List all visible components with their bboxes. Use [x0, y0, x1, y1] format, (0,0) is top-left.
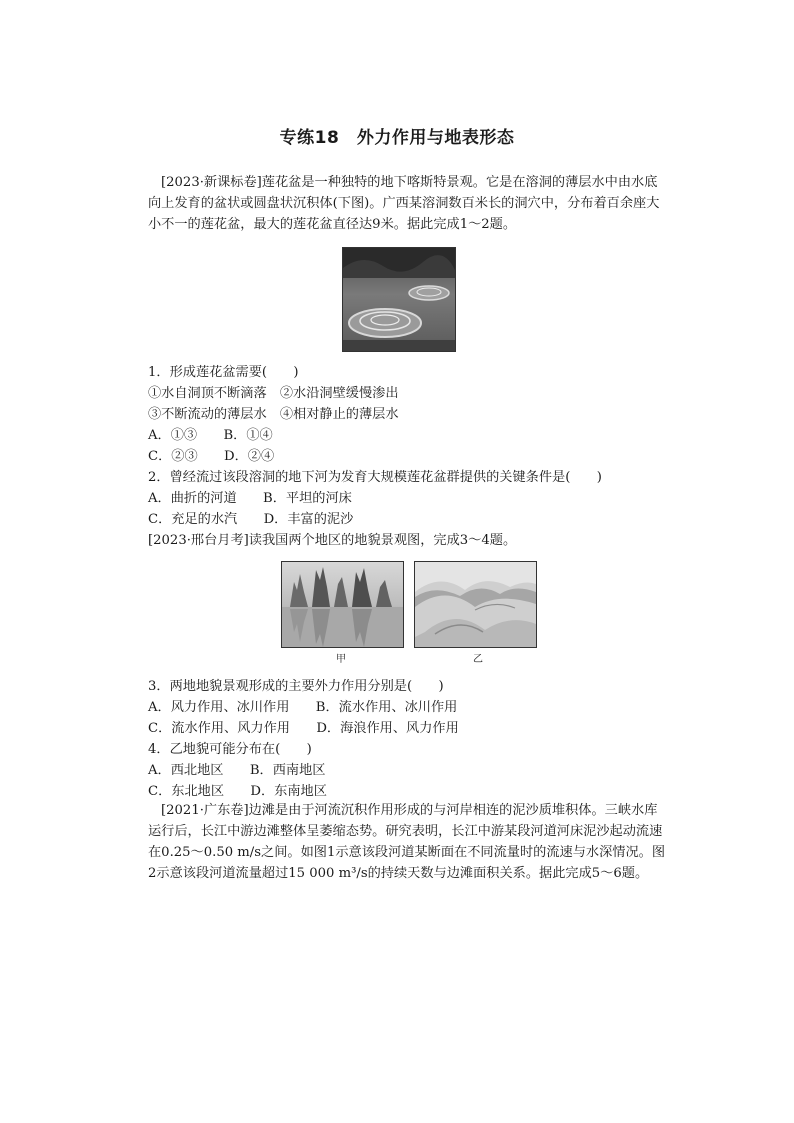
q3-choices-cd: C．流水作用、风力作用 D．海浪作用、风力作用: [148, 721, 459, 736]
lotus-basin-photo: [342, 247, 456, 352]
q1-choices-cd: C．②③ D．②④: [148, 449, 275, 464]
intro-paragraph-3: [148, 800, 668, 884]
q1-stem: 1．形成莲花盆需要( ): [148, 365, 299, 380]
caption-yi: 乙: [473, 654, 483, 665]
intro-text-1: [2023·新课标卷]莲花盆是一种独特的地下喀斯特景观。它是在溶洞的薄层水中由水底向上发育的盆状或圆盘状沉积体(下图)。广西某溶洞数百米长的洞穴中，分布着百余座大小不一的莲花盆，最大的莲花盆直径达9米。据此完成1～2题。: [148, 175, 660, 232]
q4-choices-cd: C．东北地区 D．东南地区: [148, 784, 327, 799]
q2-choices-cd: C．充足的水汽 D．丰富的泥沙: [148, 512, 354, 527]
q1-options-line-2: ③不断流动的薄层水 ④相对静止的薄层水: [148, 407, 399, 422]
intro-text-3: [2021·广东卷]边滩是由于河流沉积作用形成的与河岸相连的泥沙质堆积体。三峡水库运行后，长江中游边滩整体呈萎缩态势。研究表明，长江中游某段河道河床泥沙起动流速在0.25～0.50 m/s之间。如图1示意该段河道某断面在不同流量时的流速与水深情况。图2示意该段河道流量超过15 000 m³/s的持续天数与边滩面积关系。据此完成5～6题。: [148, 803, 666, 881]
q1-choices-ab: A．①③ B．①④: [148, 428, 273, 443]
q4-stem: 4．乙地貌可能分布在( ): [148, 742, 312, 757]
landform-photo-jia: [281, 561, 404, 648]
q3-stem: 3．两地地貌景观形成的主要外力作用分别是( ): [148, 679, 444, 694]
cave-illustration: [343, 248, 455, 351]
intro-paragraph-1: [148, 172, 668, 235]
caption-jia: 甲: [336, 654, 346, 665]
landform-photo-yi: [414, 561, 537, 648]
q1-options-line-1: ①水自洞顶不断滴落 ②水沿洞壁缓慢渗出: [148, 386, 399, 401]
q2-stem: 2．曾经流过该段溶洞的地下河为发育大规模莲花盆群提供的关键条件是( ): [148, 470, 602, 485]
q2-choices-ab: A．曲折的河道 B．平坦的河床: [148, 491, 352, 506]
page-title: 专练18 外力作用与地表形态: [279, 128, 515, 148]
intro-text-2: [2023·邢台月考]读我国两个地区的地貌景观图，完成3～4题。: [148, 533, 517, 548]
sand-dune-illustration: [415, 562, 536, 647]
stone-forest-illustration: [282, 562, 403, 647]
q3-choices-ab: A．风力作用、冰川作用 B．流水作用、冰川作用: [148, 700, 458, 715]
q4-choices-ab: A．西北地区 B．西南地区: [148, 763, 326, 778]
